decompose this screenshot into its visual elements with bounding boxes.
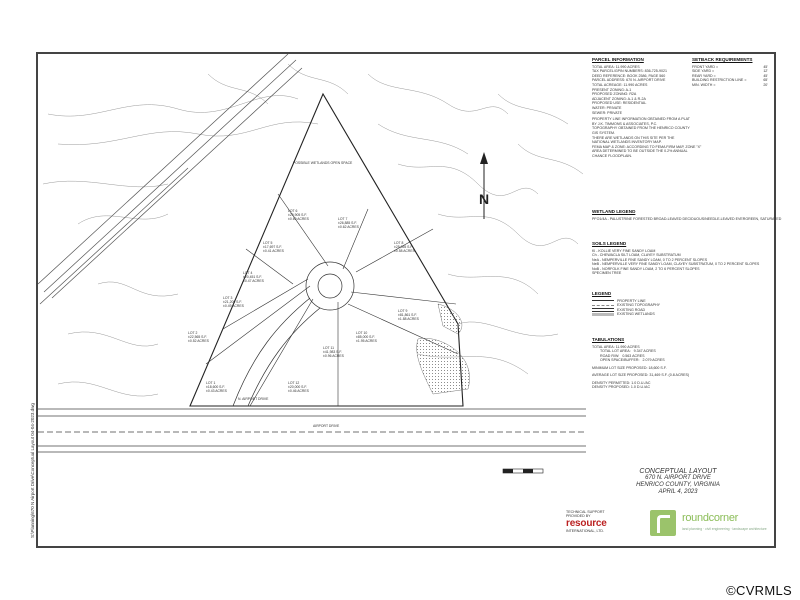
svg-text:±0.96 ACRES: ±0.96 ACRES (323, 354, 344, 358)
parcel-row: ADJACENT ZONING: A-1 & R-2A (592, 96, 646, 101)
parcel-note: TOPOGRAPHY OBTAINED FROM THE HENRICO COUNTY GIS SYSTEM. (592, 126, 690, 135)
lot-label: LOT 7 (338, 217, 348, 221)
soils-row: NoB - NORFOLK FINE SANDY LOAM, 2 TO 6 PERCENT SLOPES (592, 266, 700, 271)
legend-row: EXISTING TOPOGRAPHY (592, 303, 660, 308)
soils-row: Kl - KOLLIE VERY FINE SANDY LOAM (592, 248, 656, 253)
wetland-legend-heading: WETLAND LEGEND (592, 209, 636, 214)
parcel-row: TOTAL AREA: 11.990 ACRES (592, 64, 640, 69)
parcel-note: THERE ARE WETLANDS ON THIS SITE PER THE NATIONAL WETLANDS INVENTORY MAP. (592, 135, 675, 145)
north-arrow (480, 152, 488, 219)
svg-text:±20,000 S.F.: ±20,000 S.F. (288, 385, 308, 389)
wetland-legend-text: PFO1/4A - PALUSTRINE FORESTED BROAD-LEAVED DECIDUOUS/NEEDLE-LEAVED EVERGREEN, SATURATED (592, 216, 782, 221)
svg-text:±21,200 S.F.: ±21,200 S.F. (223, 300, 243, 304)
parcel-row: PROPOSED USE: RESIDENTIAL (592, 101, 647, 106)
roundcorner-name: roundcorner (682, 512, 739, 524)
svg-text:±85,000 S.F.: ±85,000 S.F. (356, 335, 376, 339)
svg-text:±0.62 ACRES: ±0.62 ACRES (338, 225, 359, 229)
tabulations-heading: TABULATIONS (592, 337, 625, 342)
airport-drive-road (38, 409, 586, 452)
setback-row: SIDE YARD = 12' (692, 69, 768, 74)
technical-support-line-1: TECHNICAL SUPPORT (566, 510, 605, 514)
svg-text:±17,697 S.F.: ±17,697 S.F. (263, 245, 283, 249)
title-block (608, 468, 748, 496)
scale-bar (503, 469, 543, 473)
wetland-areas (417, 304, 470, 394)
tabulation-row: ROAD R/W: 0.563 ACRES (600, 353, 645, 358)
tabulation-extra: DENSITY PROPOSED: 1.0 D.U./AC (592, 385, 651, 389)
title-line-4: APRIL 4, 2023 (658, 489, 698, 495)
parcel-note: FEMA MAP & ZONE: ACCORDING TO FEMA FIRM MAP, ZONE "X" AREA DETERMINED TO BE OUTSIDE THE 0.2% ANNUAL CHANCE FLOODPLAIN. (592, 144, 702, 158)
tabulations (592, 338, 689, 390)
tabulation-extra: AVERAGE LOT SIZE PROPOSED: 31,469 S.F. (0.8 ACRES) (592, 373, 690, 377)
svg-text:±1.88 ACRES: ±1.88 ACRES (398, 317, 419, 321)
parcel-row: PRESENT ZONING: A-1 (592, 87, 632, 92)
soils-row: NeA - NEMPERVILLE FINE SANDY LOAM, 0 TO 2 PERCENT SLOPES (592, 257, 708, 262)
roundcorner-logo (650, 508, 767, 536)
soils-row: SPECIMEN TREE (592, 271, 622, 275)
lot-label: LOT 3 (223, 296, 233, 300)
svg-text:±0.69 ACRES: ±0.69 ACRES (288, 217, 309, 221)
tabulation-extra: DENSITY PERMITTED: 1.0 D.U./AC (592, 380, 651, 385)
file-path-text: S:\Planning\670 N Airport Drive\Conceptual Layout 04-04-2023.dwg (30, 403, 35, 538)
svg-text:±0.41 ACRES: ±0.41 ACRES (263, 249, 284, 253)
svg-text:±18,600 S.F.: ±18,600 S.F. (206, 385, 226, 389)
lot-label: LOT 5 (263, 241, 273, 245)
soils-legend (592, 242, 759, 276)
soils-row: NeB - NEMPERVILLE VERY FINE SANDY LOAM, CLAYEY SUBSTRATUM, 0 TO 2 PERCENT SLOPES (592, 262, 760, 266)
parcel-row: DEED REFERENCE: BOOK 2586, PAGE 560 (592, 73, 666, 78)
lot-label: LOT 11 (323, 346, 334, 350)
resource-logo-sub: INTERNATIONAL, LTD. (566, 529, 605, 533)
svg-text:±20,451 S.F.: ±20,451 S.F. (243, 275, 263, 279)
technical-support-line-2: PROVIDED BY (566, 514, 591, 518)
road-label: AIRPORT DRIVE (313, 424, 340, 428)
svg-text:±0.58 ACRES: ±0.58 ACRES (394, 249, 415, 253)
parcel-row: SEWER: PRIVATE (592, 110, 623, 115)
roundcorner-mark-icon (650, 510, 676, 536)
parcel-row: TOTAL ACREAGE: 11.990 ACRES (592, 82, 648, 87)
svg-text:±29,905 S.F.: ±29,905 S.F. (288, 213, 308, 217)
tabulation-row: TOTAL LOT AREA: 9.347 ACRES (600, 349, 656, 353)
svg-text:±0.49 ACRES: ±0.49 ACRES (223, 304, 244, 308)
parcel-row: PARCEL ADDRESS: 670 N. AIRPORT DRIVE (592, 78, 666, 83)
setback-row: REAR YARD = 45' (692, 73, 768, 78)
lot-label: LOT 4 (243, 271, 253, 275)
svg-text:±0.52 ACRES: ±0.52 ACRES (188, 339, 209, 343)
topography-contours (43, 64, 583, 396)
legend (592, 292, 660, 317)
parcel-information-heading: PARCEL INFORMATION (592, 57, 644, 62)
railroad-corridor (38, 54, 302, 304)
svg-text:±26,885 S.F.: ±26,885 S.F. (338, 221, 358, 225)
north-label: N (479, 191, 490, 207)
lot-label: LOT 2 (188, 331, 198, 335)
site-plan-drawing (38, 54, 586, 548)
file-path-strip (20, 60, 34, 540)
tabulation-row: TOTAL AREA: 11.990 ACRES (592, 344, 640, 349)
parcel-row: PROPOSED ZONING: R2A (592, 92, 637, 97)
svg-text:±25,055 S.F.: ±25,055 S.F. (394, 245, 414, 249)
lot-label: LOT 9 (398, 309, 408, 313)
wetland-legend (592, 210, 781, 221)
title-line-1: CONCEPTUAL LAYOUT (639, 468, 717, 475)
svg-text:±0.46 ACRES: ±0.46 ACRES (288, 389, 309, 393)
legend-row: PROPERTY LINE (592, 299, 660, 304)
technical-support-logo (566, 510, 632, 533)
svg-text:±1.95 ACRES: ±1.95 ACRES (356, 339, 377, 343)
soils-legend-heading: SOILS LEGEND (592, 241, 627, 246)
svg-text:±22,565 S.F.: ±22,565 S.F. (188, 335, 208, 339)
lot-label: LOT 10 (356, 331, 368, 335)
watermark: ©CVRMLS (726, 583, 792, 598)
legend-row: EXISTING ROAD (592, 308, 660, 313)
svg-text:±0.43 ACRES: ±0.43 ACRES (206, 389, 227, 393)
lot-label: LOT 1 (206, 381, 216, 385)
lot-lines (206, 194, 458, 406)
legend-heading: LEGEND (592, 291, 612, 296)
tabulation-row: OPEN SPACE/BUFFER: 2.079 ACRES (600, 358, 665, 362)
setback-row: MIN. WIDTH = 20' (692, 82, 768, 87)
tabulation-extra: MINIMUM LOT SIZE PROPOSED: 18,600 S.F. (592, 365, 667, 370)
road-label-2: N. AIRPORT DRIVE (238, 397, 269, 401)
lot-label: LOT 6 (288, 209, 298, 213)
soils-row: Ch - CHEWACLA SILT LOAM, CLAYEY SUBSTRATUM (592, 253, 681, 257)
parcel-row: WATER: PRIVATE (592, 105, 622, 110)
roundcorner-sub: land planning · civil engineering · landscape architecture (682, 527, 767, 531)
setback-requirements-panel (692, 58, 768, 88)
legend-row: EXISTING WETLANDS (592, 312, 660, 317)
setback-row: BUILDING RESTRICTION LINE = 65' (692, 78, 768, 83)
setback-row: FRONT YARD = 45' (692, 64, 768, 69)
svg-text:±0.47 ACRES: ±0.47 ACRES (243, 279, 264, 283)
parcel-row: TAX PARCEL/GPIN NUMBERS: 836-725-9021 (592, 69, 667, 74)
open-space-label: POSSIBLE WETLANDS OPEN SPACE (293, 161, 353, 165)
lot-label: LOT 12 (288, 381, 300, 385)
lot-label: LOT 8 (394, 241, 404, 245)
parcel-note: PROPERTY LINE INFORMATION OBTAINED FROM A PLAT BY J.K. TIMMONS & ASSOCIATES, P.C. (592, 117, 690, 126)
svg-text:±41,983 S.F.: ±41,983 S.F. (323, 350, 343, 354)
svg-text:±81,861 S.F.: ±81,861 S.F. (398, 313, 418, 317)
title-line-3: HENRICO COUNTY, VIRGINIA (636, 482, 720, 488)
resource-logo-text: resource (566, 518, 607, 529)
setback-heading: SETBACK REQUIREMENTS (692, 57, 753, 62)
title-line-2: 670 N. AIRPORT DRIVE (645, 475, 711, 481)
